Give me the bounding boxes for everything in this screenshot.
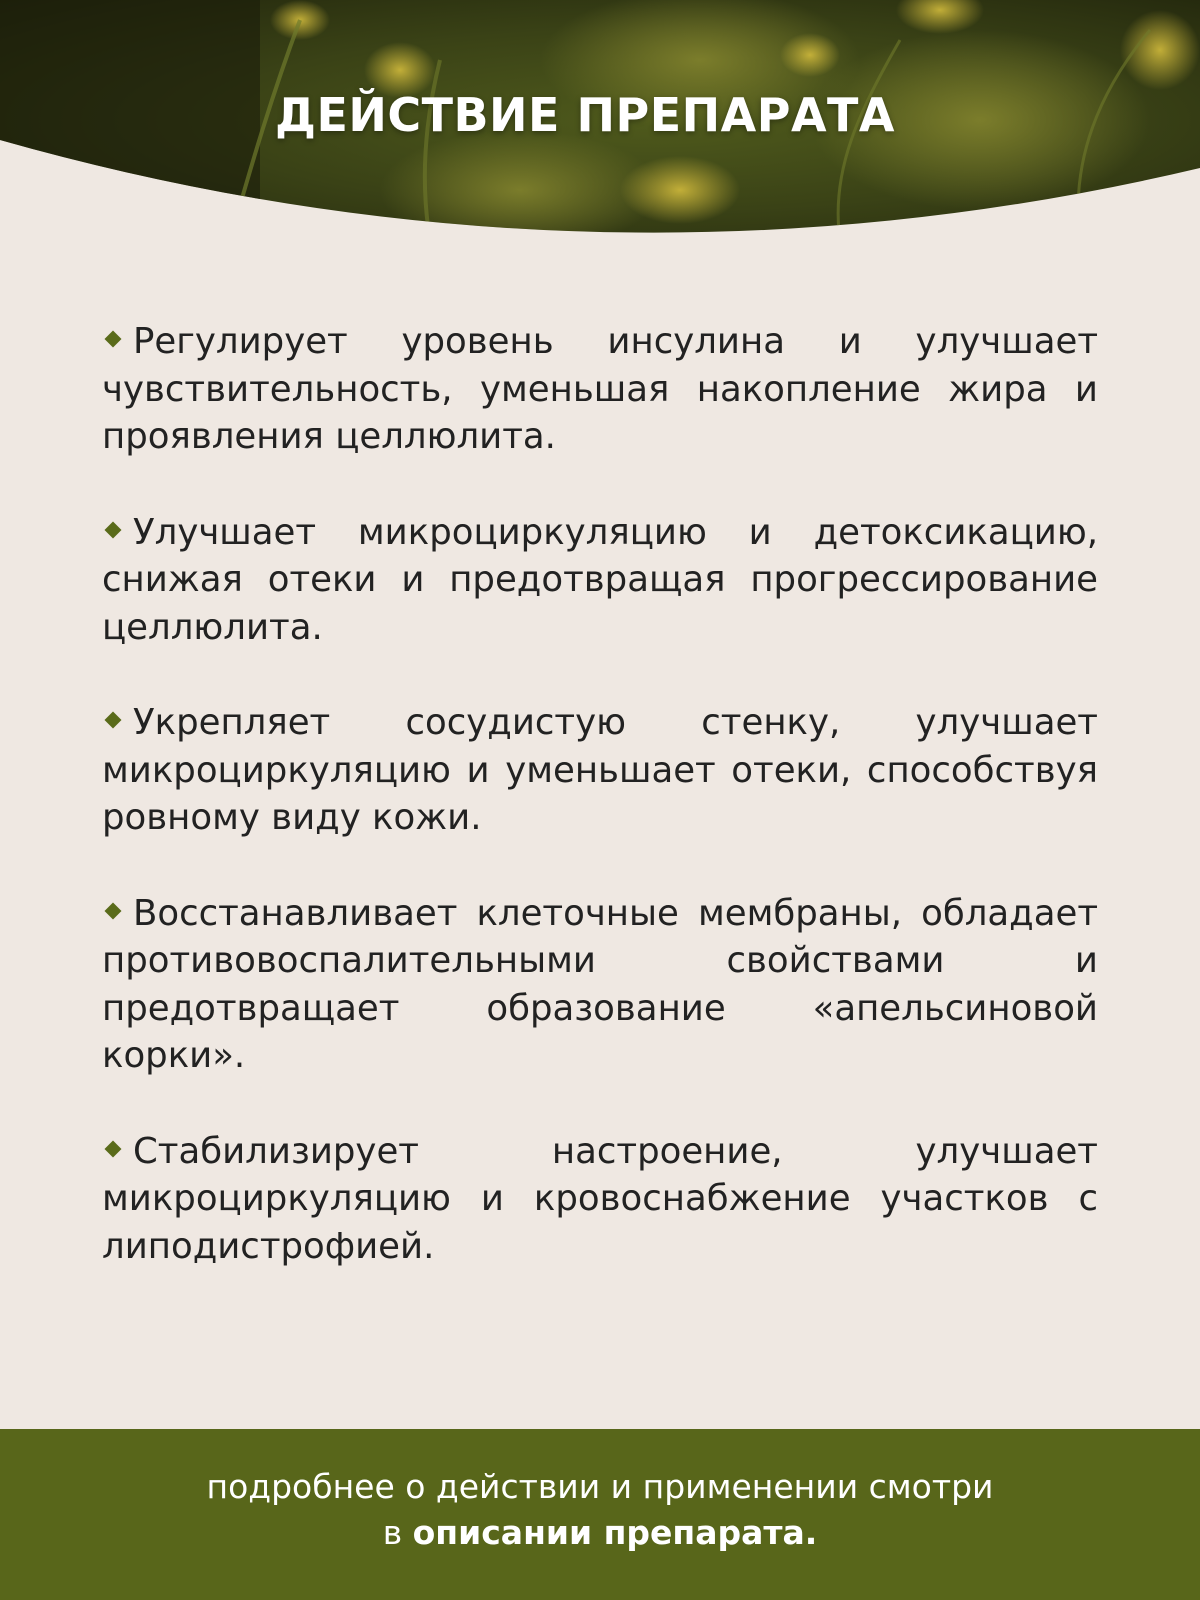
footer-prefix: в: [382, 1513, 403, 1552]
list-item-text: Улучшает микроциркуляцию и детоксикацию, снижая отеки и предотвращая прогрессирование целлюлита.: [102, 511, 1098, 648]
list-item-text: Регулирует уровень инсулина и улучшает чувствительность, уменьшая накопление жира и проявления целлюлита.: [102, 321, 1098, 457]
footer-text: подробнее о действии и применении смотри: [206, 1467, 994, 1506]
product-description-link: описании препарата.: [412, 1513, 818, 1552]
benefits-list: [102, 318, 1098, 1270]
list-item-text: Укрепляет сосудистую стенку, улучшает микроциркуляцию и уменьшает отеки, способствуя ровному виду кожи.: [102, 702, 1098, 838]
list-item: [102, 699, 1098, 842]
diamond-bullet-icon: [105, 331, 122, 348]
diamond-bullet-icon: [105, 1140, 122, 1157]
list-item: [102, 1128, 1098, 1271]
footer-banner: [0, 1429, 1200, 1600]
list-item-text: Восстанавливает клеточные мембраны, обладает противовоспалительными свойствами и предотвращает образование «апельсиновой корки».: [102, 892, 1098, 1076]
diamond-bullet-icon: [105, 712, 122, 729]
header-banner: [0, 0, 1200, 240]
list-item-text: Стабилизирует настроение, улучшает микроциркуляцию и кровоснабжение участков с липодистрофией.: [102, 1130, 1098, 1267]
footer-text-link-line: [0, 1510, 1200, 1556]
list-item: [102, 890, 1098, 1080]
page-title: ДЕЙСТВИЕ ПРЕПАРАТА: [274, 88, 896, 142]
list-item: [102, 509, 1098, 652]
list-item: [102, 318, 1098, 461]
diamond-bullet-icon: [105, 902, 122, 919]
diamond-bullet-icon: [105, 521, 122, 538]
